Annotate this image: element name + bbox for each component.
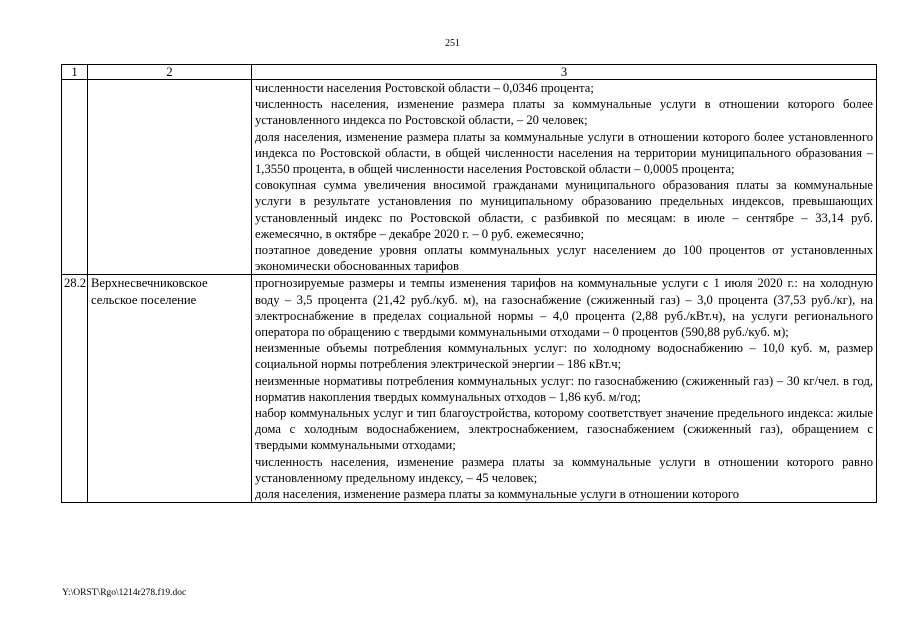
- paragraph: неизменные объемы потребления коммунальных услуг: по холодному водоснабжению – 10,0 куб. м, размер социальной нормы потребления электрической энергии – 186 кВт.ч;: [255, 341, 873, 372]
- settlement-name: Верхнесвечниковское сельское поселение: [88, 275, 252, 503]
- table-row: [62, 275, 877, 503]
- paragraph: неизменные нормативы потребления коммунальных услуг: по газоснабжению (сжиженный газ) – 30 кг/чел. в год, норматив накопления твердых коммунальных отходов – 1,86 куб. м/год;: [255, 373, 873, 404]
- page-number: 251: [445, 38, 460, 49]
- header-col-3: 3: [252, 65, 877, 80]
- table-header-row: [62, 65, 877, 80]
- row-number: 28.2.: [62, 275, 88, 503]
- paragraph: набор коммунальных услуг и тип благоустройства, которому соответствует значение предельного индекса: жилые дома с холодным водоснабжением, электроснабжением, газоснабжением (сжиженный газ), обращением с твердыми коммунальными отходами;: [255, 406, 873, 453]
- paragraph: доля населения, изменение размера платы за коммунальные услуги в отношении которого более установленного индекса по Ростовской области, в общей численности населения на территории муниципального образования – 1,3550 процента, в общей численности населения Ростовской области – 0,0005 процента;: [255, 129, 873, 177]
- paragraph: численность населения, изменение размера платы за коммунальные услуги в отношении которого равно установленному предельному индексу, – 45 человек;: [255, 454, 873, 485]
- paragraph: поэтапное доведение уровня оплаты коммунальных услуг населением до 100 процентов от установленных экономически обоснованных тарифов: [255, 243, 873, 274]
- document-table: [61, 64, 877, 503]
- header-col-1: 1: [62, 65, 88, 80]
- settlement-name: [88, 80, 252, 275]
- row-description: [252, 80, 877, 275]
- paragraph: доля населения, изменение размера платы за коммунальные услуги в отношении которого: [255, 487, 740, 502]
- paragraph: прогнозируемые размеры и темпы изменения тарифов на коммунальные услуги с 1 июля 2020 г.: на холодную воду – 3,5 процента (21,42 руб./куб. м), на газоснабжение (сжиженный газ) – 3,0 процента (37,53 руб./кг), на электроснабжение в пределах социальной нормы – 4,0 процента (2,88 руб./кВт.ч), на услуги регионального оператора по обращению с твердыми коммунальными отходами – 0 процентов (590,88 руб./куб. м);: [255, 276, 873, 340]
- row-description: [252, 275, 877, 503]
- paragraph: совокупная сумма увеличения вносимой гражданами муниципального образования платы за коммунальные услуги в результате установления по муниципальному образованию предельных индексов, превышающих установленный индекс по Ростовской области, с разбивкой по месяцам: в июле – сентябре – 33,14 руб. ежемесячно, в октябре – декабре 2020 г. – 0 руб. ежемесячно;: [255, 178, 873, 241]
- header-col-2: 2: [88, 65, 252, 80]
- row-number: [62, 80, 88, 275]
- table-row: [62, 80, 877, 275]
- paragraph: численности населения Ростовской области – 0,0346 процента;: [255, 81, 594, 95]
- file-path-footer: Y:\ORST\Rgo\1214r278.f19.doc: [62, 588, 187, 598]
- paragraph: численность населения, изменение размера платы за коммунальные услуги в отношении которого более установленного индекса по Ростовской области, – 20 человек;: [255, 97, 873, 128]
